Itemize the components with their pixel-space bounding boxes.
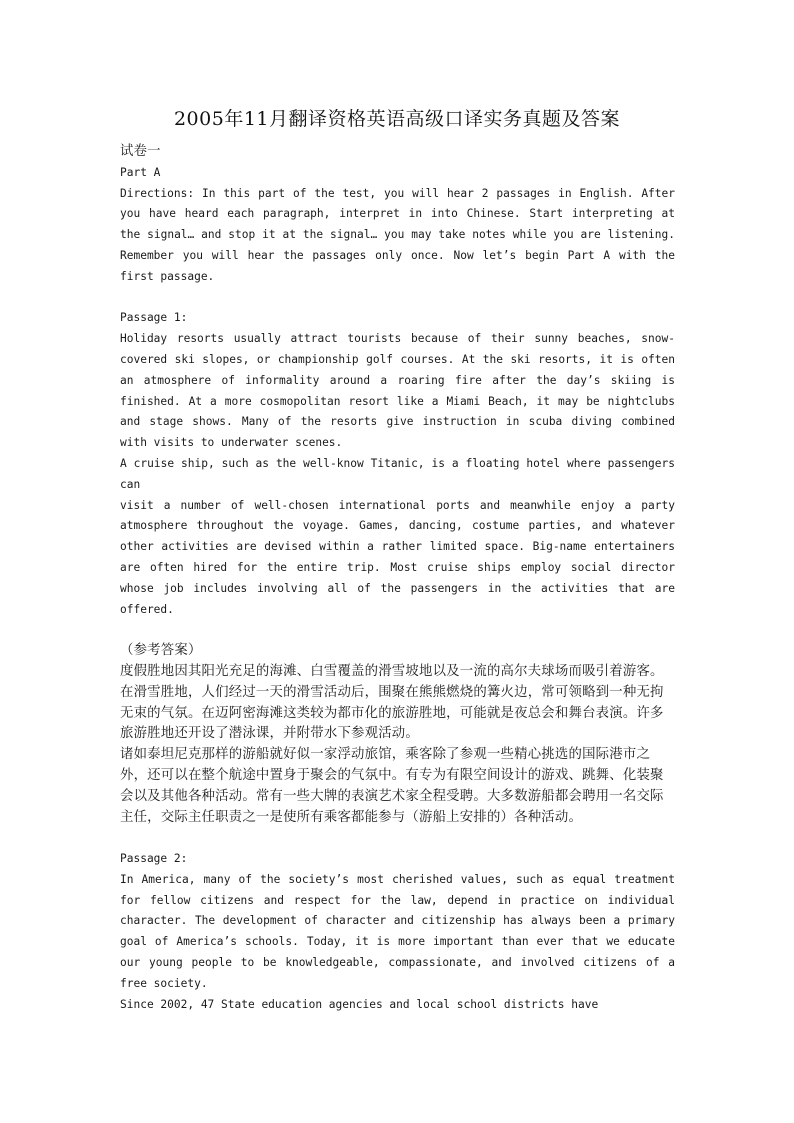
directions-text: Directions: In this part of the test, you will hear 2 passages in English. After you have heard each paragraph, interpret in into Chinese. Start interpreting at the signal… and stop it at the signal… you may take notes while you are listening. Remember you will hear the passages only once. Now let’s begin Part A with the first passage. [120,186,675,283]
passage2-paragraph-1: In America, many of the society’s most cherished values, such as equal treatment for fellow citizens and respect for the law, depend in practice on individual character. The development of character and citizenship has always been a primary goal of America’s schools. Today, it is more important than ever that we educate our young people to be knowledgeable, compassionate, and involved citizens of a free society. [120,872,675,990]
answer-label: （参考答案） [120,643,202,659]
passage2-paragraph-2: Since 2002, 47 State education agencies and local school districts have [120,997,599,1011]
passage1-paragraph-2b: visit a number of well-chosen international ports and meanwhile enjoy a party atmosphere throughout the voyage. Games, dancing, costume parties, and whatever other activities are devised within a rather limited space. Big-name entertainers are often hired for the entire trip. Most cruise ships employ social director whose job includes involving all of the passengers in the activities that are offered. [120,498,675,616]
passage1-label: Passage 1: [120,311,188,325]
spacer [120,620,675,641]
spacer [120,828,675,849]
passage2-label: Passage 2: [120,852,188,866]
spacer [120,288,675,309]
document-body [120,142,675,1015]
passage1-paragraph-1: Holiday resorts usually attract tourists because of their sunny beaches, snow-covered ski slopes, or championship golf courses. At the ski resorts, it is often an atmosphere of informality around a roaring fire after the day’s skiing is finished. At a more cosmopolitan resort like a Miami Beach, it may be nightclubs and stage shows. Many of the resorts give instruction in scuba diving combined with visits to underwater scenes. [120,332,675,450]
passage1-paragraph-2a: A cruise ship, such as the well-know Titanic, is a floating hotel where passengers can [120,456,675,491]
page-title: 2005年11月翻译资格英语高级口译实务真题及答案 [173,108,621,130]
answer-paragraph-2: 诸如泰坦尼克那样的游船就好似一家浮动旅馆，乘客除了参观一些精心挑选的国际港市之外，还可以在整个航途中置身于聚会的气氛中。有专为有限空间设计的游戏、跳舞、化装聚会以及其他各种活动。常有一些大牌的表演艺术家全程受聘。大多数游船都会聘用一名交际主任，交际主任职责之一是使所有乘客都能参与（游船上安排的）各种活动。 [120,747,664,825]
answer-paragraph-1: 度假胜地因其阳光充足的海滩、白雪覆盖的滑雪坡地以及一流的高尔夫球场而吸引着游客。在滑雪胜地，人们经过一天的滑雪活动后，围聚在熊熊燃烧的篝火边，常可领略到一种无拘无束的气氛。在迈阿密海滩这类较为都市化的旅游胜地，可能就是夜总会和舞台表演。许多旅游胜地还开设了潜泳课，并附带水下参观活动。 [120,663,664,742]
part-label: Part A [120,165,161,179]
paper-label: 试卷一 [120,144,161,159]
